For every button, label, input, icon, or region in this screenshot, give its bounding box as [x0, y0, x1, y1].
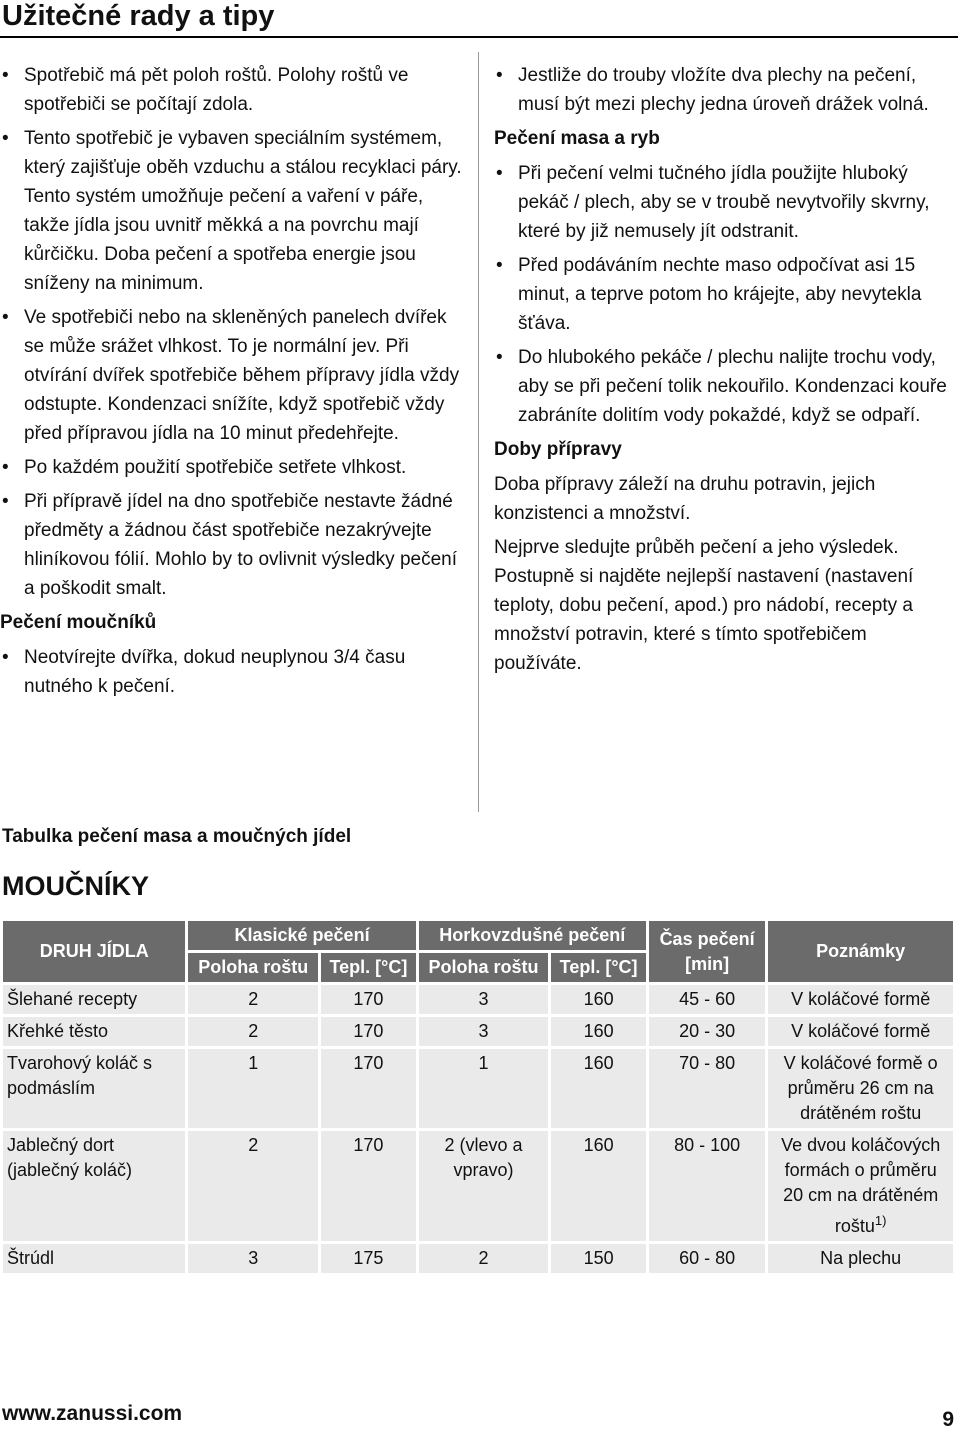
cell-notes: V koláčové formě — [768, 985, 953, 1014]
cell-shelf: 3 — [419, 1017, 549, 1046]
list-item: • Ve spotřebiči nebo na skleněných panelech dvířek se může srážet vlhkost. To je normální jev. Při otvírání dvířek spotřebiče během přípravy jídla vždy odstupte. Kondenzaci snížíte, když spotřebič vždy před přípravou jídla na 10 minut předehřejte. — [0, 303, 468, 448]
title-rule — [0, 36, 958, 38]
header-temp: Tepl. [°C] — [551, 953, 646, 982]
right-column — [494, 61, 958, 683]
table-row — [3, 1131, 953, 1241]
cell-time: 80 - 100 — [649, 1131, 766, 1241]
heading-meat: Pečení masa a ryb — [494, 128, 660, 149]
cell-food: Šlehané recepty — [3, 985, 185, 1014]
table-row — [3, 985, 953, 1014]
list-item: • Při pečení velmi tučného jídla použijte hluboký pekáč / plech, aby se v troubě nevytvořily skvrny, které by již nemusely jít odstranit. — [494, 159, 958, 246]
left-column — [0, 61, 468, 706]
header-food-type: DRUH JÍDLA — [3, 921, 185, 982]
cell-food: Štrúdl — [3, 1244, 185, 1273]
cell-notes — [768, 1131, 953, 1241]
cell-notes: V koláčové formě — [768, 1017, 953, 1046]
footnote-mark: 1) — [874, 1213, 887, 1228]
cell-time: 45 - 60 — [649, 985, 766, 1014]
cell-temp: 175 — [321, 1244, 416, 1273]
cell-notes: V koláčové formě o průměru 26 cm na drátěném roštu — [768, 1049, 953, 1128]
cell-food: Jablečný dort (jablečný koláč) — [3, 1131, 185, 1241]
baking-table — [0, 918, 956, 1276]
list-item: • Spotřebič má pět poloh roštů. Polohy roštů ve spotřebiči se počítají zdola. — [0, 61, 468, 119]
cell-shelf: 3 — [419, 985, 549, 1014]
list-item: • Jestliže do trouby vložíte dva plechy na pečení, musí být mezi plechy jedna úroveň drážek volná. — [494, 61, 958, 119]
paragraph: Doba přípravy záleží na druhu potravin, jejich konzistenci a množství. — [494, 474, 876, 524]
cell-food: Tvarohový koláč s podmáslím — [3, 1049, 185, 1128]
page-title: Užitečné rady a tipy — [2, 0, 275, 32]
page-number: 9 — [942, 1408, 954, 1431]
list-item: • Při přípravě jídel na dno spotřebiče nestavte žádné předměty a žádnou část spotřebiče nezakrývejte hliníkovou fólií. Mohlo by to ovlivnit výsledky pečení a poškodit smalt. — [0, 487, 468, 603]
cell-food: Křehké těsto — [3, 1017, 185, 1046]
cell-shelf: 2 — [188, 985, 318, 1014]
header-shelf: Poloha roštu — [188, 953, 318, 982]
trays-list — [494, 61, 958, 119]
list-item: • Před podáváním nechte maso odpočívat asi 15 minut, a teprve potom ho krájejte, aby nevytekla šťáva. — [494, 251, 958, 338]
table-row — [3, 1244, 953, 1273]
heading-baking: Pečení moučníků — [0, 612, 157, 633]
cell-temp: 160 — [551, 1017, 646, 1046]
cell-temp: 170 — [321, 1049, 416, 1128]
cell-notes: Na plechu — [768, 1244, 953, 1273]
column-divider — [478, 52, 479, 812]
cell-temp: 170 — [321, 985, 416, 1014]
cell-shelf: 2 — [188, 1131, 318, 1241]
header-shelf: Poloha roštu — [419, 953, 549, 982]
header-notes: Poznámky — [768, 921, 953, 982]
cell-shelf: 1 — [419, 1049, 549, 1128]
table-heading: Tabulka pečení masa a moučných jídel — [2, 826, 352, 847]
table-row — [3, 1049, 953, 1128]
list-item: • Tento spotřebič je vybaven speciálním systémem, který zajišťuje oběh vzduchu a stálou recyklaci páry. Tento systém umožňuje pečení a vaření v páře, takže jídla jsou uvnitř měkká a na povrchu mají kůrčičku. Doba pečení a spotřeba energie jsou sníženy na minimum. — [0, 124, 468, 298]
cell-temp: 160 — [551, 985, 646, 1014]
heading-times: Doby přípravy — [494, 439, 622, 460]
baking-list — [0, 643, 468, 701]
cell-temp: 170 — [321, 1017, 416, 1046]
cell-temp: 160 — [551, 1049, 646, 1128]
header-time: Čas pečení [min] — [649, 921, 766, 982]
cell-time: 60 - 80 — [649, 1244, 766, 1273]
table-row — [3, 1017, 953, 1046]
notes-text: Ve dvou koláčových formách o průměru 20 cm na drátěném roštu — [781, 1135, 941, 1236]
cell-temp: 150 — [551, 1244, 646, 1273]
cell-temp: 170 — [321, 1131, 416, 1241]
cell-time: 70 - 80 — [649, 1049, 766, 1128]
section-heading: MOUČNÍKY — [2, 871, 149, 901]
cell-shelf: 3 — [188, 1244, 318, 1273]
meat-list — [494, 159, 958, 430]
cell-shelf: 2 (vlevo a vpravo) — [419, 1131, 549, 1241]
list-item: • Do hlubokého pekáče / plechu nalijte trochu vody, aby se při pečení tolik nekouřilo. Kondenzaci kouře zabráníte dolitím vody pokaždé, když se odpaří. — [494, 343, 958, 430]
cell-time: 20 - 30 — [649, 1017, 766, 1046]
footer-url: www.zanussi.com — [2, 1402, 183, 1425]
cell-shelf: 1 — [188, 1049, 318, 1128]
list-item: • Po každém použití spotřebiče setřete vlhkost. — [0, 453, 468, 482]
header-hotair: Horkovzdušné pečení — [419, 921, 646, 950]
cell-temp: 160 — [551, 1131, 646, 1241]
paragraph: Nejprve sledujte průběh pečení a jeho výsledek. Postupně si najděte nejlepší nastavení (nastavení teploty, dobu pečení, apod.) pro nádobí, recepty a množství potravin, které s tímto spotřebičem používáte. — [494, 537, 914, 674]
list-item: • Neotvírejte dvířka, dokud neuplynou 3/4 času nutného k pečení. — [0, 643, 468, 701]
header-temp: Tepl. [°C] — [321, 953, 416, 982]
cell-shelf: 2 — [188, 1017, 318, 1046]
header-classic: Klasické pečení — [188, 921, 415, 950]
cell-shelf: 2 — [419, 1244, 549, 1273]
tips-list — [0, 61, 468, 603]
